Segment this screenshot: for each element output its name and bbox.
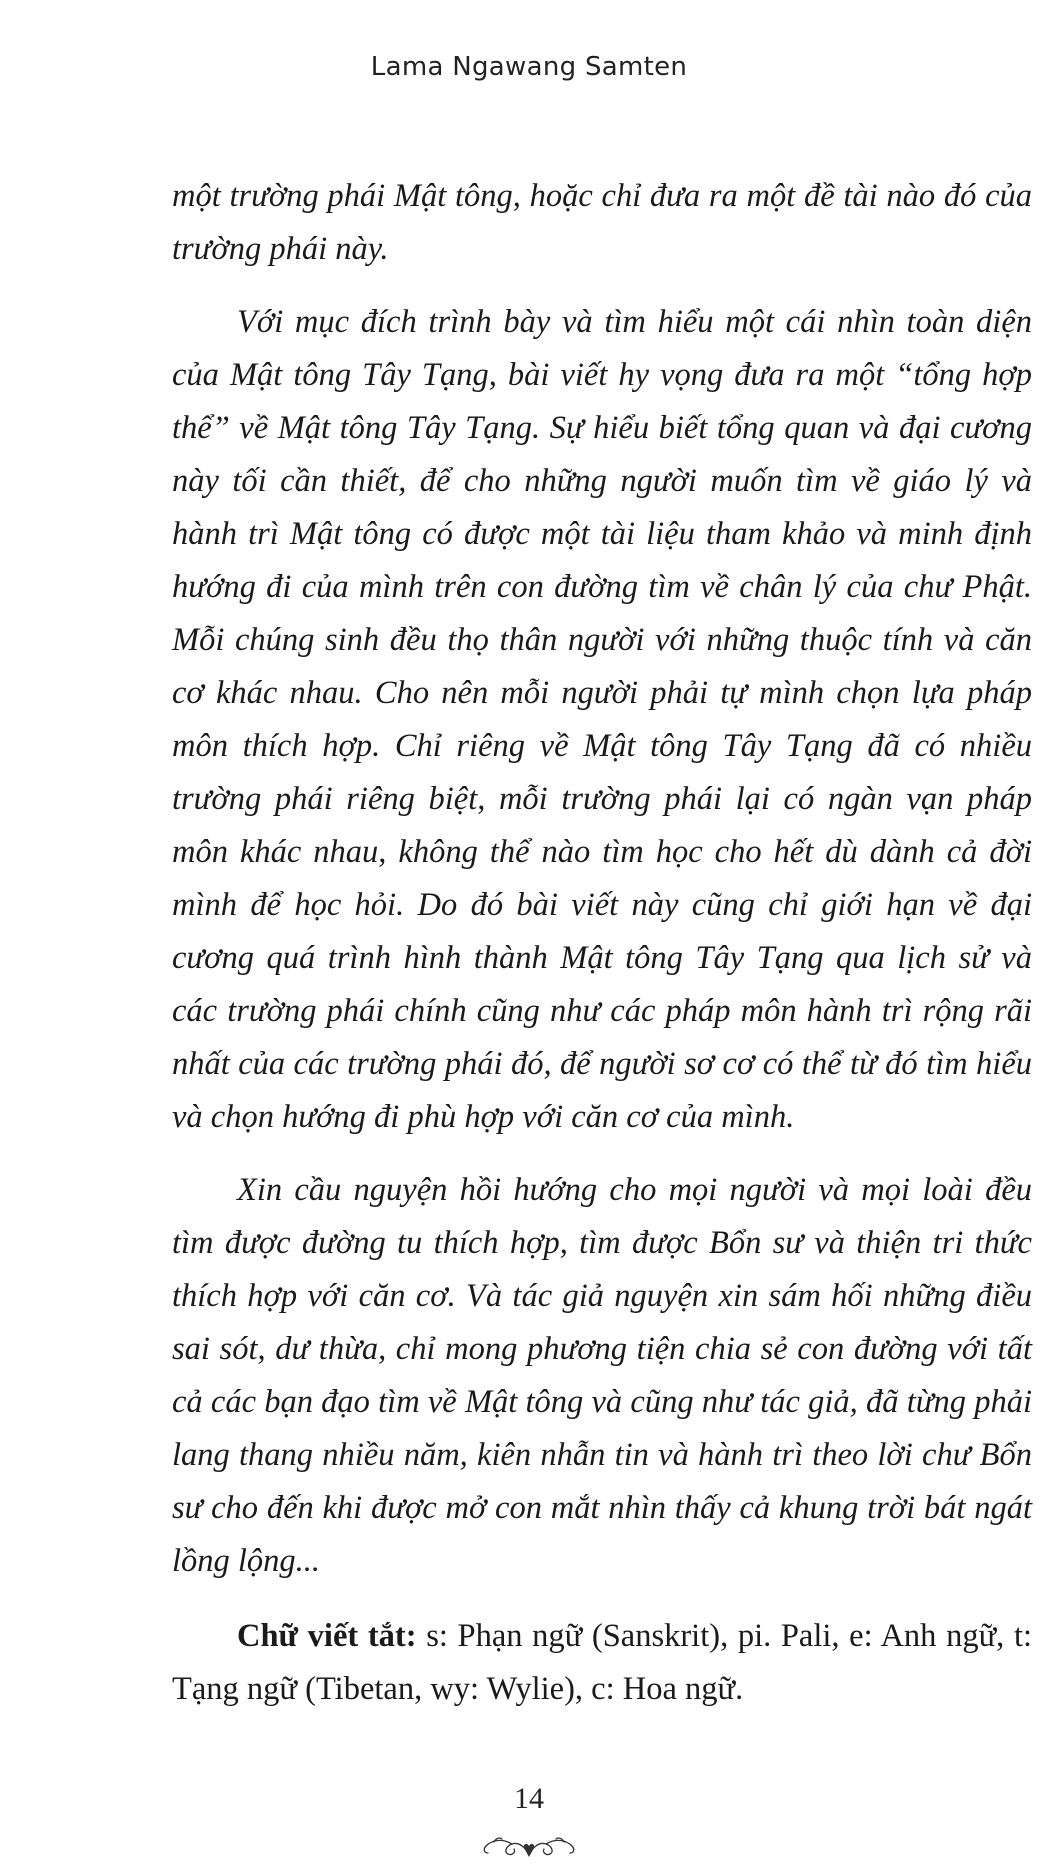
paragraph-purpose: Với mục đích trình bày và tìm hiểu một cái nhìn toàn diện của Mật tông Tây Tạng, bài viết hy vọng đưa ra một “tổng hợp thể” về Mật tông Tây Tạng. Sự hiểu biết tổng quan và đại cương này tối cần thiết, để cho những người muốn tìm về giáo lý và hành trì Mật tông có được một tài liệu tham khảo và minh định hướng đi của mình trên con đường tìm về chân lý của chư Phật. Mỗi chúng sinh đều thọ thân người với những thuộc tính và căn cơ khác nhau. Cho nên mỗi người phải tự mình chọn lựa pháp môn thích hợp. Chỉ riêng về Mật tông Tây Tạng đã có nhiều trường phái riêng biệt, mỗi trường phái lại có ngàn vạn pháp môn khác nhau, không thể nào tìm học cho hết dù dành cả đời mình để học hỏi. Do đó bài viết này cũng chỉ giới hạn về đại cương quá trình hình thành Mật tông Tây Tạng qua lịch sử và các trường phái chính cũng như các pháp môn hành trì rộng rãi nhất của các trường phái đó, để người sơ cơ có thể từ đó tìm hiểu và chọn hướng đi phù hợp với căn cơ của mình. — [172, 304, 1032, 1135]
body-text — [172, 170, 1032, 1716]
abbreviations-note — [172, 1610, 1032, 1716]
abbreviations-text: s: Phạn ngữ (Sanskrit), pi. Pali, e: Anh ngữ, t: Tạng ngữ (Tibetan, wy: Wylie), c: Hoa ngữ. — [172, 1618, 1032, 1707]
paragraph-dedication: Xin cầu nguyện hồi hướng cho mọi người và mọi loài đều tìm được đường tu thích hợp, tìm được Bổn sư và thiện tri thức thích hợp với căn cơ. Và tác giả nguyện xin sám hối những điều sai sót, dư thừa, chỉ mong phương tiện chia sẻ con đường với tất cả các bạn đạo tìm về Mật tông và cũng như tác giả, đã từng phải lang thang nhiều năm, kiên nhẫn tin và hành trì theo lời chư Bổn sư cho đến khi được mở con mắt nhìn thấy cả khung trời bát ngát lồng lộng... — [172, 1172, 1032, 1579]
floral-ornament-icon — [474, 1830, 584, 1860]
running-header: Lama Ngawang Samten — [370, 52, 688, 82]
paragraph-continuation: một trường phái Mật tông, hoặc chỉ đưa ra một đề tài nào đó của trường phái này. — [172, 178, 1032, 267]
page-number: 14 — [514, 1782, 544, 1815]
abbreviations-label: Chữ viết tắt: — [237, 1618, 417, 1654]
